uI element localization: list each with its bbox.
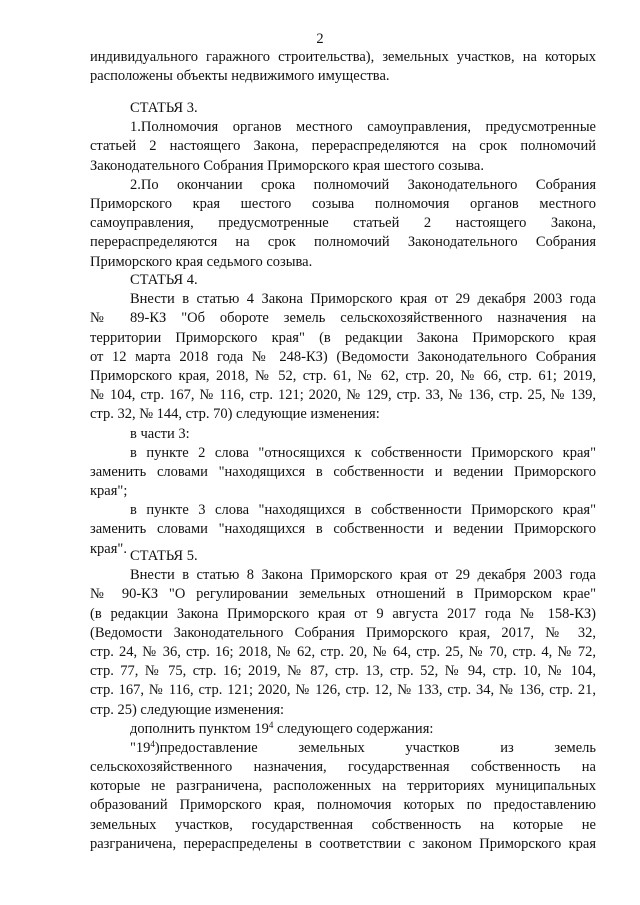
article-5 bbox=[90, 547, 596, 854]
article-line: стр. 167, № 116, стр. 121; 2020, № 126, стр. 12, № 133, стр. 34, № 136, стр. 21, bbox=[90, 682, 596, 699]
add-clause-superscript: 4 bbox=[268, 719, 274, 730]
article-line: (Ведомости Законодательного Собрания Приморского края, 2017, № 32, bbox=[90, 624, 596, 641]
article-line: стр. 32, № 144, стр. 70) следующие изменения: bbox=[90, 406, 380, 423]
add-clause-text: дополнить пунктом 19 bbox=[130, 720, 269, 737]
item-number-text: "19 bbox=[130, 739, 151, 756]
article-heading: СТАТЬЯ 3. bbox=[130, 100, 198, 116]
intro-line: расположены объекты недвижимого имущества. bbox=[90, 68, 390, 85]
intro-paragraph bbox=[90, 48, 596, 86]
article-line bbox=[90, 720, 596, 739]
article-line: которые не разграничена, расположенных на территориях муниципальных bbox=[90, 778, 596, 795]
article-4 bbox=[90, 271, 596, 559]
article-line: стр. 25) следующие изменения: bbox=[90, 701, 285, 718]
article-line: стр. 24, № 36, стр. 16; 2018, № 62, стр. 20, № 64, стр. 25, № 70, стр. 4, № 72, bbox=[90, 643, 596, 660]
article-line: перераспределяются на срок полномочий Законодательного Собрания bbox=[90, 234, 596, 251]
article-line: образований Приморского края, полномочия которых по предоставлению bbox=[90, 797, 596, 814]
article-line: № 90-КЗ "О регулировании земельных отношений в Приморском крае" bbox=[90, 586, 596, 603]
article-line: заменить словами "находящихся в собственности и ведении Приморского bbox=[90, 463, 596, 480]
intro-line: индивидуального гаражного строительства), земельных участков, на которых bbox=[90, 49, 596, 65]
article-line: Приморского края, 2018, № 52, стр. 61, № 62, стр. 20, № 66, стр. 61; 2019, bbox=[90, 367, 596, 384]
article-line: Внести в статью 8 Закона Приморского края от 29 декабря 2003 года bbox=[130, 567, 596, 584]
item-first-line: )предоставление земельных участков из земель bbox=[154, 739, 596, 756]
article-3 bbox=[90, 99, 596, 272]
article-line: в части 3: bbox=[130, 425, 190, 442]
article-line: 1.Полномочия органов местного самоуправления, предусмотренные bbox=[130, 119, 596, 136]
article-line: сельскохозяйственного назначения, государственная собственность на bbox=[90, 759, 596, 776]
article-line: от 12 марта 2018 года № 248-КЗ) (Ведомости Законодательного Собрания bbox=[90, 348, 596, 365]
article-line: № 89-КЗ "Об обороте земель сельскохозяйственного назначения на bbox=[90, 310, 596, 327]
page-number: 2 bbox=[316, 31, 324, 47]
article-line: стр. 77, № 75, стр. 16; 2019, № 87, стр. 13, стр. 52, № 94, стр. 10, № 104, bbox=[90, 663, 596, 680]
article-line: статьей 2 настоящего Закона, перераспределяются на срок полномочий bbox=[90, 138, 596, 155]
article-line: Законодательного Собрания Приморского края шестого созыва. bbox=[90, 157, 484, 174]
article-line: в пункте 2 слова "относящихся к собственности Приморского края" bbox=[130, 444, 596, 461]
article-heading: СТАТЬЯ 5. bbox=[130, 548, 198, 564]
article-line: (в редакции Закона Приморского края от 9 августа 2017 года № 158-КЗ) bbox=[90, 605, 596, 622]
article-line: заменить словами "находящихся в собственности и ведении Приморского bbox=[90, 521, 596, 538]
article-line: края"; bbox=[90, 483, 128, 500]
item-number bbox=[130, 740, 155, 756]
article-line: Приморского края шестого созыва полномочия органов местного bbox=[90, 195, 596, 212]
add-clause-text-end: следующего содержания: bbox=[273, 720, 434, 737]
article-line: края". bbox=[90, 540, 127, 557]
article-line: территории Приморского края" (в редакции Закона Приморского края bbox=[90, 329, 596, 346]
article-line: 2.По окончании срока полномочий Законодательного Собрания bbox=[130, 176, 596, 193]
article-heading: СТАТЬЯ 4. bbox=[130, 272, 198, 288]
article-line: Приморского края седьмого созыва. bbox=[90, 253, 313, 270]
article-line: земельных участков, государственная собственность на которые не bbox=[90, 816, 596, 833]
article-line: в пункте 3 слова "находящихся в собственности Приморского края" bbox=[130, 502, 596, 519]
article-line: разграничена, перераспределены в соответствии с законом Приморского края bbox=[90, 835, 596, 852]
article-line: Внести в статью 4 Закона Приморского края от 29 декабря 2003 года bbox=[130, 291, 596, 308]
item-number-superscript: 4 bbox=[150, 738, 155, 749]
article-line: № 104, стр. 167, № 116, стр. 121; 2020, № 129, стр. 33, № 136, стр. 25, № 139, bbox=[90, 387, 596, 404]
article-line bbox=[90, 739, 596, 758]
article-line: самоуправления, предусмотренные статьей 2 настоящего Закона, bbox=[90, 215, 596, 232]
